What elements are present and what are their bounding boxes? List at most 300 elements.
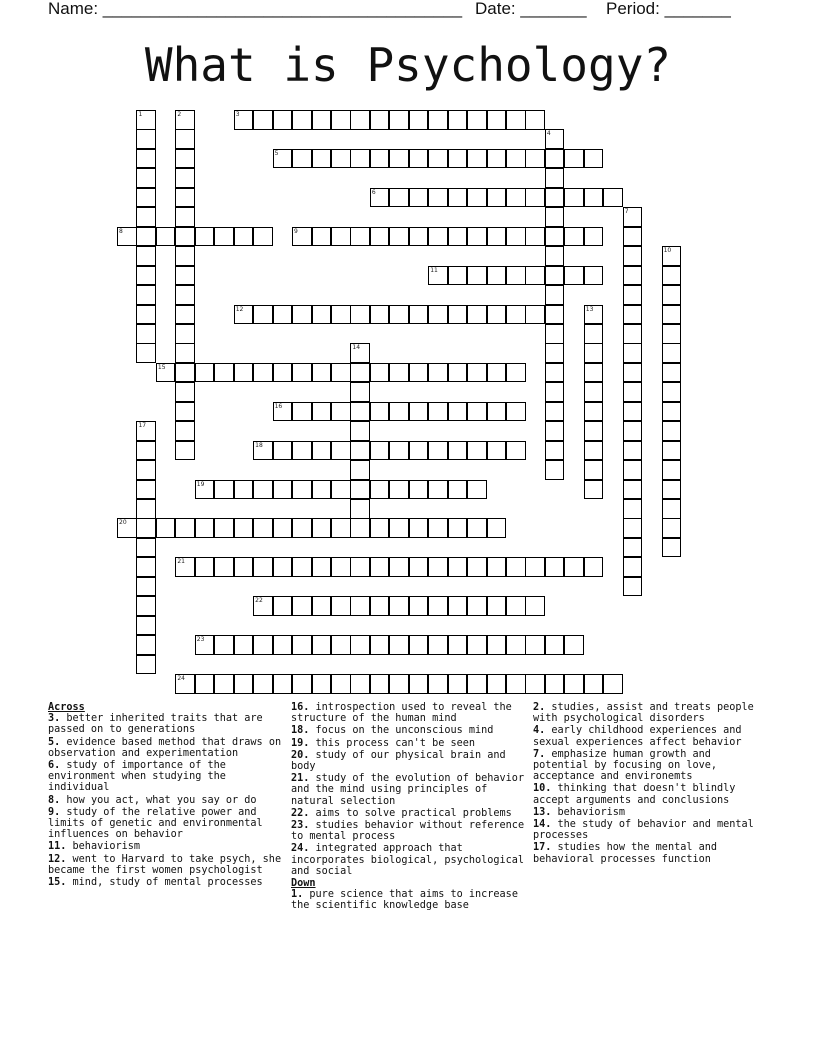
grid-cell[interactable]	[487, 266, 507, 286]
date-field[interactable]: Date: _______	[475, 0, 587, 18]
grid-cell[interactable]	[292, 149, 312, 169]
grid-cell[interactable]	[175, 402, 195, 422]
grid-cell[interactable]	[428, 635, 448, 655]
grid-cell[interactable]	[331, 557, 351, 577]
grid-cell[interactable]	[136, 635, 156, 655]
grid-cell[interactable]	[662, 480, 682, 500]
grid-cell[interactable]	[584, 382, 604, 402]
grid-cell[interactable]	[312, 402, 332, 422]
grid-cell[interactable]	[662, 363, 682, 383]
grid-cell[interactable]	[662, 402, 682, 422]
grid-cell[interactable]	[623, 324, 643, 344]
grid-cell[interactable]	[662, 343, 682, 363]
grid-cell[interactable]	[428, 305, 448, 325]
grid-cell[interactable]	[506, 266, 526, 286]
grid-cell[interactable]	[662, 382, 682, 402]
grid-cell[interactable]	[331, 596, 351, 616]
grid-cell[interactable]	[584, 227, 604, 247]
grid-cell[interactable]	[448, 305, 468, 325]
grid-cell[interactable]	[370, 441, 390, 461]
grid-cell[interactable]	[389, 363, 409, 383]
grid-cell[interactable]	[428, 674, 448, 694]
grid-cell[interactable]	[389, 188, 409, 208]
grid-cell[interactable]	[564, 188, 584, 208]
grid-cell[interactable]	[234, 674, 254, 694]
grid-cell[interactable]	[506, 363, 526, 383]
grid-cell[interactable]	[136, 499, 156, 519]
grid-cell[interactable]	[389, 441, 409, 461]
grid-cell[interactable]	[253, 480, 273, 500]
grid-cell[interactable]	[545, 363, 565, 383]
grid-cell[interactable]	[487, 596, 507, 616]
grid-cell[interactable]	[623, 518, 643, 538]
grid-cell[interactable]	[564, 557, 584, 577]
grid-cell[interactable]	[662, 499, 682, 519]
grid-cell[interactable]	[584, 557, 604, 577]
grid-cell[interactable]	[292, 518, 312, 538]
grid-cell[interactable]	[428, 110, 448, 130]
grid-cell[interactable]	[331, 110, 351, 130]
grid-cell[interactable]	[623, 460, 643, 480]
grid-cell[interactable]	[175, 518, 195, 538]
grid-cell[interactable]	[175, 421, 195, 441]
grid-cell[interactable]	[545, 168, 565, 188]
grid-cell[interactable]	[370, 305, 390, 325]
grid-cell[interactable]	[175, 129, 195, 149]
grid-cell[interactable]	[428, 441, 448, 461]
grid-cell[interactable]	[584, 188, 604, 208]
grid-cell[interactable]	[428, 402, 448, 422]
grid-cell[interactable]	[584, 343, 604, 363]
grid-cell[interactable]	[467, 363, 487, 383]
grid-cell[interactable]	[253, 596, 273, 616]
grid-cell[interactable]	[370, 227, 390, 247]
grid-cell[interactable]	[350, 635, 370, 655]
grid-cell[interactable]	[214, 557, 234, 577]
grid-cell[interactable]	[175, 324, 195, 344]
grid-cell[interactable]	[409, 227, 429, 247]
grid-cell[interactable]	[331, 518, 351, 538]
grid-cell[interactable]	[136, 421, 156, 441]
grid-cell[interactable]	[623, 305, 643, 325]
grid-cell[interactable]	[350, 305, 370, 325]
grid-cell[interactable]	[409, 149, 429, 169]
grid-cell[interactable]	[136, 305, 156, 325]
grid-cell[interactable]	[662, 305, 682, 325]
grid-cell[interactable]	[273, 402, 293, 422]
grid-cell[interactable]	[487, 441, 507, 461]
grid-cell[interactable]	[175, 110, 195, 130]
grid-cell[interactable]	[506, 188, 526, 208]
grid-cell[interactable]	[487, 635, 507, 655]
grid-cell[interactable]	[662, 421, 682, 441]
grid-cell[interactable]	[350, 480, 370, 500]
grid-cell[interactable]	[623, 363, 643, 383]
grid-cell[interactable]	[545, 402, 565, 422]
grid-cell[interactable]	[564, 635, 584, 655]
grid-cell[interactable]	[467, 674, 487, 694]
grid-cell[interactable]	[525, 266, 545, 286]
grid-cell[interactable]	[175, 674, 195, 694]
grid-cell[interactable]	[448, 110, 468, 130]
grid-cell[interactable]	[136, 110, 156, 130]
grid-cell[interactable]	[428, 363, 448, 383]
grid-cell[interactable]	[175, 382, 195, 402]
grid-cell[interactable]	[273, 441, 293, 461]
grid-cell[interactable]	[467, 266, 487, 286]
grid-cell[interactable]	[584, 421, 604, 441]
grid-cell[interactable]	[506, 635, 526, 655]
grid-cell[interactable]	[331, 363, 351, 383]
grid-cell[interactable]	[175, 441, 195, 461]
grid-cell[interactable]	[350, 596, 370, 616]
grid-cell[interactable]	[389, 110, 409, 130]
grid-cell[interactable]	[584, 460, 604, 480]
grid-cell[interactable]	[506, 110, 526, 130]
grid-cell[interactable]	[136, 557, 156, 577]
grid-cell[interactable]	[409, 596, 429, 616]
period-field[interactable]: Period: _______	[606, 0, 731, 18]
grid-cell[interactable]	[545, 266, 565, 286]
grid-cell[interactable]	[136, 168, 156, 188]
grid-cell[interactable]	[136, 324, 156, 344]
grid-cell[interactable]	[487, 518, 507, 538]
grid-cell[interactable]	[136, 655, 156, 675]
grid-cell[interactable]	[525, 149, 545, 169]
grid-cell[interactable]	[584, 266, 604, 286]
grid-cell[interactable]	[175, 363, 195, 383]
grid-cell[interactable]	[487, 149, 507, 169]
grid-cell[interactable]	[506, 441, 526, 461]
grid-cell[interactable]	[312, 596, 332, 616]
grid-cell[interactable]	[350, 227, 370, 247]
grid-cell[interactable]	[467, 110, 487, 130]
grid-cell[interactable]	[564, 674, 584, 694]
grid-cell[interactable]	[409, 674, 429, 694]
grid-cell[interactable]	[370, 557, 390, 577]
grid-cell[interactable]	[409, 110, 429, 130]
grid-cell[interactable]	[273, 110, 293, 130]
grid-cell[interactable]	[214, 635, 234, 655]
grid-cell[interactable]	[253, 227, 273, 247]
grid-cell[interactable]	[448, 363, 468, 383]
grid-cell[interactable]	[195, 635, 215, 655]
grid-cell[interactable]	[584, 324, 604, 344]
grid-cell[interactable]	[545, 305, 565, 325]
grid-cell[interactable]	[370, 596, 390, 616]
grid-cell[interactable]	[525, 227, 545, 247]
grid-cell[interactable]	[545, 149, 565, 169]
grid-cell[interactable]	[370, 480, 390, 500]
grid-cell[interactable]	[370, 518, 390, 538]
grid-cell[interactable]	[545, 635, 565, 655]
grid-cell[interactable]	[448, 402, 468, 422]
grid-cell[interactable]	[214, 674, 234, 694]
grid-cell[interactable]	[662, 538, 682, 558]
grid-cell[interactable]	[662, 285, 682, 305]
grid-cell[interactable]	[525, 557, 545, 577]
grid-cell[interactable]	[409, 188, 429, 208]
grid-cell[interactable]	[175, 285, 195, 305]
grid-cell[interactable]	[175, 168, 195, 188]
grid-cell[interactable]	[409, 635, 429, 655]
grid-cell[interactable]	[389, 227, 409, 247]
grid-cell[interactable]	[136, 207, 156, 227]
grid-cell[interactable]	[545, 343, 565, 363]
grid-cell[interactable]	[273, 674, 293, 694]
grid-cell[interactable]	[350, 110, 370, 130]
grid-cell[interactable]	[331, 227, 351, 247]
grid-cell[interactable]	[623, 480, 643, 500]
grid-cell[interactable]	[175, 149, 195, 169]
grid-cell[interactable]	[331, 635, 351, 655]
grid-cell[interactable]	[195, 674, 215, 694]
grid-cell[interactable]	[214, 227, 234, 247]
grid-cell[interactable]	[253, 441, 273, 461]
grid-cell[interactable]	[409, 518, 429, 538]
grid-cell[interactable]	[312, 305, 332, 325]
grid-cell[interactable]	[214, 363, 234, 383]
grid-cell[interactable]	[175, 207, 195, 227]
grid-cell[interactable]	[175, 557, 195, 577]
grid-cell[interactable]	[467, 480, 487, 500]
grid-cell[interactable]	[506, 227, 526, 247]
grid-cell[interactable]	[409, 441, 429, 461]
grid-cell[interactable]	[292, 557, 312, 577]
grid-cell[interactable]	[428, 557, 448, 577]
grid-cell[interactable]	[175, 188, 195, 208]
grid-cell[interactable]	[273, 305, 293, 325]
grid-cell[interactable]	[253, 363, 273, 383]
grid-cell[interactable]	[545, 129, 565, 149]
grid-cell[interactable]	[253, 674, 273, 694]
grid-cell[interactable]	[273, 363, 293, 383]
grid-cell[interactable]	[506, 305, 526, 325]
grid-cell[interactable]	[117, 227, 137, 247]
grid-cell[interactable]	[487, 305, 507, 325]
grid-cell[interactable]	[506, 149, 526, 169]
grid-cell[interactable]	[662, 324, 682, 344]
grid-cell[interactable]	[506, 674, 526, 694]
grid-cell[interactable]	[623, 285, 643, 305]
grid-cell[interactable]	[662, 460, 682, 480]
grid-cell[interactable]	[350, 382, 370, 402]
grid-cell[interactable]	[350, 421, 370, 441]
grid-cell[interactable]	[389, 480, 409, 500]
grid-cell[interactable]	[487, 188, 507, 208]
grid-cell[interactable]	[350, 557, 370, 577]
grid-cell[interactable]	[331, 305, 351, 325]
grid-cell[interactable]	[331, 674, 351, 694]
grid-cell[interactable]	[564, 149, 584, 169]
grid-cell[interactable]	[253, 635, 273, 655]
grid-cell[interactable]	[623, 207, 643, 227]
grid-cell[interactable]	[409, 363, 429, 383]
grid-cell[interactable]	[525, 110, 545, 130]
grid-cell[interactable]	[292, 635, 312, 655]
grid-cell[interactable]	[292, 441, 312, 461]
grid-cell[interactable]	[467, 441, 487, 461]
grid-cell[interactable]	[623, 246, 643, 266]
grid-cell[interactable]	[117, 518, 137, 538]
grid-cell[interactable]	[448, 518, 468, 538]
grid-cell[interactable]	[234, 110, 254, 130]
grid-cell[interactable]	[312, 227, 332, 247]
grid-cell[interactable]	[312, 635, 332, 655]
grid-cell[interactable]	[545, 421, 565, 441]
grid-cell[interactable]	[448, 480, 468, 500]
grid-cell[interactable]	[584, 674, 604, 694]
grid-cell[interactable]	[195, 480, 215, 500]
grid-cell[interactable]	[156, 227, 176, 247]
grid-cell[interactable]	[409, 402, 429, 422]
grid-cell[interactable]	[136, 460, 156, 480]
grid-cell[interactable]	[409, 480, 429, 500]
grid-cell[interactable]	[350, 674, 370, 694]
grid-cell[interactable]	[487, 674, 507, 694]
grid-cell[interactable]	[584, 402, 604, 422]
grid-cell[interactable]	[292, 305, 312, 325]
grid-cell[interactable]	[584, 480, 604, 500]
grid-cell[interactable]	[292, 480, 312, 500]
grid-cell[interactable]	[448, 596, 468, 616]
grid-cell[interactable]	[312, 110, 332, 130]
grid-cell[interactable]	[623, 538, 643, 558]
grid-cell[interactable]	[467, 188, 487, 208]
grid-cell[interactable]	[136, 538, 156, 558]
grid-cell[interactable]	[428, 266, 448, 286]
grid-cell[interactable]	[428, 518, 448, 538]
grid-cell[interactable]	[448, 674, 468, 694]
grid-cell[interactable]	[370, 674, 390, 694]
grid-cell[interactable]	[584, 441, 604, 461]
grid-cell[interactable]	[370, 635, 390, 655]
grid-cell[interactable]	[545, 382, 565, 402]
grid-cell[interactable]	[487, 402, 507, 422]
grid-cell[interactable]	[448, 635, 468, 655]
grid-cell[interactable]	[545, 285, 565, 305]
grid-cell[interactable]	[545, 227, 565, 247]
grid-cell[interactable]	[467, 518, 487, 538]
grid-cell[interactable]	[525, 674, 545, 694]
grid-cell[interactable]	[136, 441, 156, 461]
grid-cell[interactable]	[273, 518, 293, 538]
grid-cell[interactable]	[175, 343, 195, 363]
grid-cell[interactable]	[662, 266, 682, 286]
grid-cell[interactable]	[467, 402, 487, 422]
grid-cell[interactable]	[584, 363, 604, 383]
grid-cell[interactable]	[214, 518, 234, 538]
grid-cell[interactable]	[428, 227, 448, 247]
grid-cell[interactable]	[370, 110, 390, 130]
grid-cell[interactable]	[214, 480, 234, 500]
grid-cell[interactable]	[389, 518, 409, 538]
grid-cell[interactable]	[156, 363, 176, 383]
grid-cell[interactable]	[234, 363, 254, 383]
name-field[interactable]: Name: ______________________________________	[48, 0, 463, 18]
grid-cell[interactable]	[292, 110, 312, 130]
grid-cell[interactable]	[545, 674, 565, 694]
grid-cell[interactable]	[525, 305, 545, 325]
grid-cell[interactable]	[506, 557, 526, 577]
grid-cell[interactable]	[525, 188, 545, 208]
grid-cell[interactable]	[234, 518, 254, 538]
grid-cell[interactable]	[525, 635, 545, 655]
grid-cell[interactable]	[312, 557, 332, 577]
grid-cell[interactable]	[448, 188, 468, 208]
grid-cell[interactable]	[428, 188, 448, 208]
grid-cell[interactable]	[292, 674, 312, 694]
grid-cell[interactable]	[292, 363, 312, 383]
grid-cell[interactable]	[623, 557, 643, 577]
grid-cell[interactable]	[136, 596, 156, 616]
grid-cell[interactable]	[623, 441, 643, 461]
grid-cell[interactable]	[467, 557, 487, 577]
grid-cell[interactable]	[253, 557, 273, 577]
grid-cell[interactable]	[623, 577, 643, 597]
grid-cell[interactable]	[350, 149, 370, 169]
grid-cell[interactable]	[234, 227, 254, 247]
grid-cell[interactable]	[273, 149, 293, 169]
grid-cell[interactable]	[331, 480, 351, 500]
grid-cell[interactable]	[370, 402, 390, 422]
grid-cell[interactable]	[350, 343, 370, 363]
grid-cell[interactable]	[350, 363, 370, 383]
grid-cell[interactable]	[545, 246, 565, 266]
grid-cell[interactable]	[175, 227, 195, 247]
grid-cell[interactable]	[662, 246, 682, 266]
grid-cell[interactable]	[136, 227, 156, 247]
grid-cell[interactable]	[603, 188, 623, 208]
grid-cell[interactable]	[331, 441, 351, 461]
grid-cell[interactable]	[350, 499, 370, 519]
grid-cell[interactable]	[370, 363, 390, 383]
grid-cell[interactable]	[603, 674, 623, 694]
grid-cell[interactable]	[253, 110, 273, 130]
grid-cell[interactable]	[662, 441, 682, 461]
grid-cell[interactable]	[545, 460, 565, 480]
grid-cell[interactable]	[292, 227, 312, 247]
grid-cell[interactable]	[136, 480, 156, 500]
grid-cell[interactable]	[623, 402, 643, 422]
grid-cell[interactable]	[312, 518, 332, 538]
grid-cell[interactable]	[273, 635, 293, 655]
grid-cell[interactable]	[136, 129, 156, 149]
grid-cell[interactable]	[662, 518, 682, 538]
grid-cell[interactable]	[195, 557, 215, 577]
grid-cell[interactable]	[292, 596, 312, 616]
grid-cell[interactable]	[136, 188, 156, 208]
grid-cell[interactable]	[545, 324, 565, 344]
grid-cell[interactable]	[389, 149, 409, 169]
grid-cell[interactable]	[175, 305, 195, 325]
grid-cell[interactable]	[273, 596, 293, 616]
grid-cell[interactable]	[409, 305, 429, 325]
grid-cell[interactable]	[136, 246, 156, 266]
grid-cell[interactable]	[312, 674, 332, 694]
grid-cell[interactable]	[623, 343, 643, 363]
grid-cell[interactable]	[545, 207, 565, 227]
grid-cell[interactable]	[389, 635, 409, 655]
grid-cell[interactable]	[136, 343, 156, 363]
grid-cell[interactable]	[506, 596, 526, 616]
grid-cell[interactable]	[487, 110, 507, 130]
grid-cell[interactable]	[175, 266, 195, 286]
grid-cell[interactable]	[564, 227, 584, 247]
grid-cell[interactable]	[253, 518, 273, 538]
grid-cell[interactable]	[273, 480, 293, 500]
grid-cell[interactable]	[448, 266, 468, 286]
